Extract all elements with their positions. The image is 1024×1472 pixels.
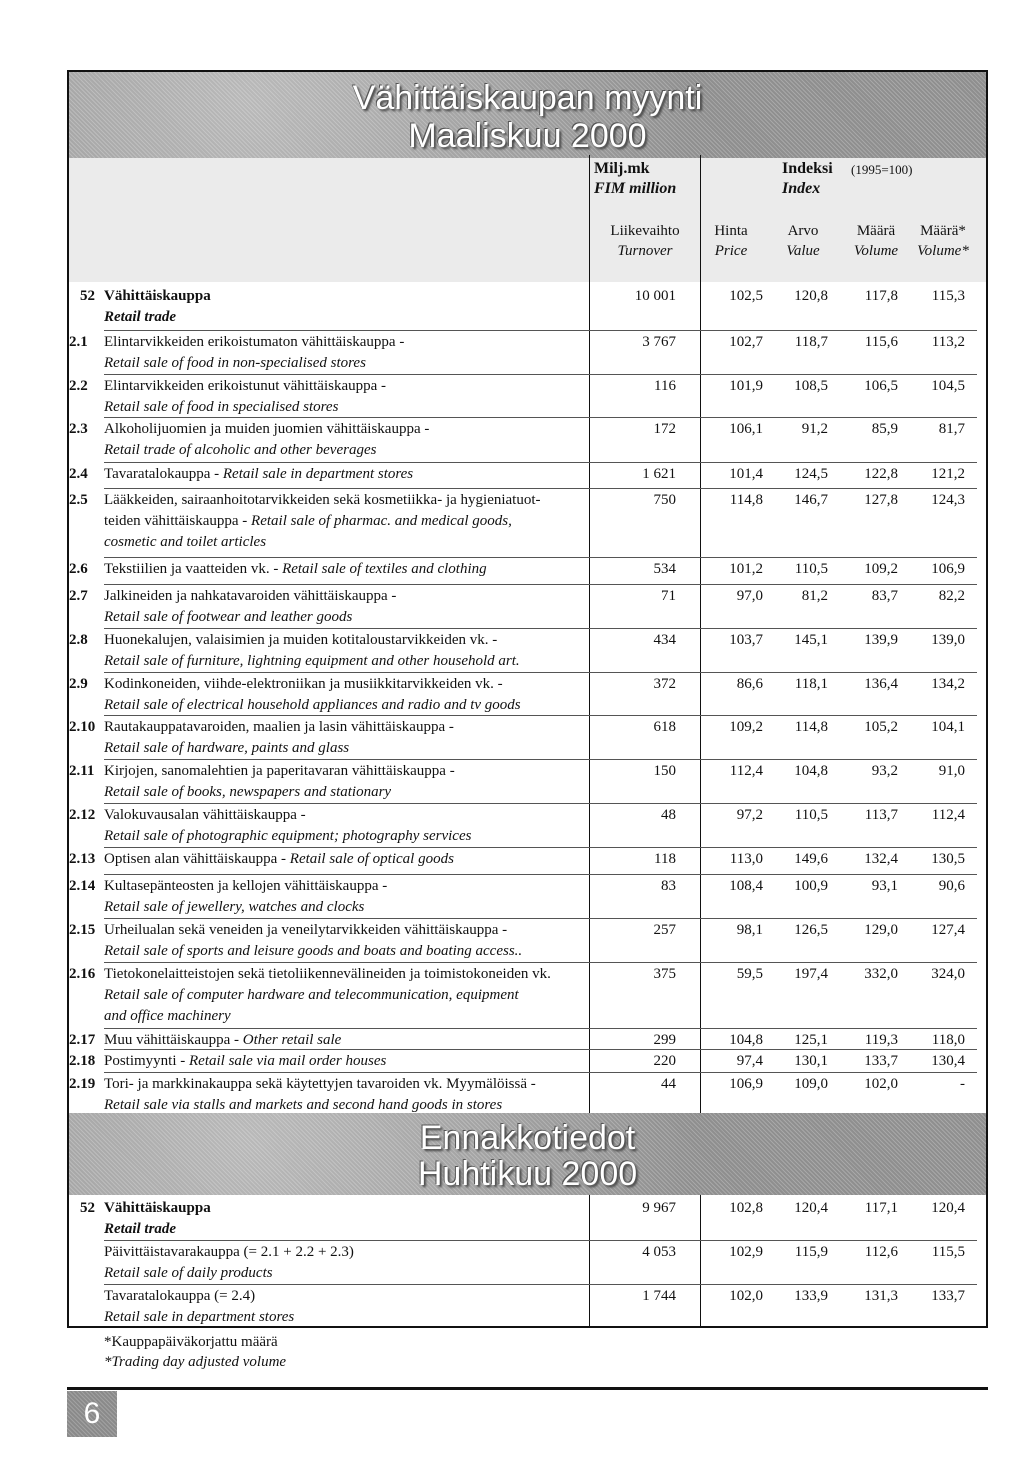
forecast-cell-value: 120,4 [931,1200,965,1216]
cell-value: 126,5 [794,922,828,938]
row-separator [104,557,977,558]
row-label-en: Retail sale in department stores [222,466,414,482]
cell-value: 101,2 [729,561,763,577]
divider-turnover-index [700,155,701,1280]
cell-value: 149,6 [794,851,828,867]
cell-value: 134,2 [931,676,965,692]
cell-value: 434 [653,632,676,648]
row-label-en: Retail sale of optical goods [289,851,454,867]
row-label-en: Retail sale via mail order houses [189,1053,387,1069]
row-number: 2.2 [69,378,88,394]
cell-value: 115,6 [864,334,898,350]
cell-value: 108,4 [729,878,763,894]
row-label-fi: Kodinkoneiden, viihde-elektroniikan ja musiikkitarvikkeiden vk. - [104,676,503,692]
row-label-fi2: teiden vähittäiskauppa - [104,513,248,529]
col-value-fi: Arvo [787,223,819,239]
row-number: 2.4 [69,466,88,482]
row-number: 2.11 [69,763,95,779]
cell-value: 324,0 [931,966,965,982]
cell-value: 115,3 [931,288,965,304]
cell-value: 372 [653,676,676,692]
cell-value: 109,0 [794,1076,828,1092]
milj-label: Milj.mk [594,160,650,177]
cell-value: 104,5 [931,378,965,394]
row-separator [104,918,977,919]
row-number: 2.10 [69,719,96,735]
cell-value: 101,4 [729,466,763,482]
cell-value: 133,7 [864,1053,898,1069]
forecast-cell-value: 120,4 [794,1200,828,1216]
cell-value: 132,4 [864,851,898,867]
col-turnover-fi: Liikevaihto [610,223,680,239]
indeksi-label: Indeksi [782,160,833,177]
forecast-cell-value: 4 053 [642,1244,676,1260]
cell-value: 10 001 [634,288,676,304]
cell-value: 113,0 [729,851,763,867]
cell-value: 136,4 [864,676,898,692]
row-number: 2.7 [69,588,88,604]
base-year-label: (1995=100) [851,162,913,177]
cell-value: 59,5 [736,966,763,982]
row-number: 2.9 [69,676,88,692]
row-separator [104,874,977,875]
cell-value: 114,8 [794,719,828,735]
cell-value: 109,2 [864,561,898,577]
cell-value: 100,9 [794,878,828,894]
col-price-en: Price [714,243,748,259]
index-label: Index [782,180,821,197]
row-number: 2.5 [69,492,88,508]
cell-value: 332,0 [864,966,898,982]
cell-value: 118 [654,851,676,867]
cell-value: 91,2 [801,421,828,437]
cell-value: 93,1 [871,878,898,894]
row-separator [104,759,977,760]
cell-value: 103,7 [729,632,763,648]
row-label-fi: Tavaratalokauppa - [104,466,220,482]
row-label-fi: Muu vähittäiskauppa - Other retail sale [104,1032,342,1048]
row-label-en: Retail sale of textiles and clothing [282,561,487,577]
cell-value: 90,6 [938,878,965,894]
cell-value: 130,4 [931,1053,965,1069]
forecast-band [69,1113,986,1195]
cell-value: 82,2 [938,588,965,604]
row-label [104,560,487,578]
cell-value: 106,9 [931,561,965,577]
cell-value: 127,8 [864,492,898,508]
page-number: 6 [67,1391,117,1437]
col-volume-adj-fi: Määrä* [920,223,966,239]
cell-value: 113,7 [864,807,898,823]
col-price-fi: Hinta [714,223,748,239]
cell-value: 124,3 [931,492,965,508]
cell-value: 139,9 [864,632,898,648]
cell-value: 139,0 [931,632,965,648]
cell-value: 122,8 [864,466,898,482]
row-number: 2.14 [69,878,96,894]
cell-value: 104,1 [931,719,965,735]
row-separator [104,374,977,375]
forecast-cell-value: 131,3 [864,1288,898,1304]
cell-value: 102,0 [864,1076,898,1092]
cell-value: 120,8 [794,288,828,304]
forecast-cell-value: 115,5 [931,1244,965,1260]
row-label-fi: Elintarvikkeiden erikoistumaton vähittäiskauppa - [104,334,405,350]
cell-value: 113,2 [931,334,965,350]
cell-value: 375 [653,966,676,982]
cell-value: 125,1 [794,1032,828,1048]
forecast-cell-value: 9 967 [642,1200,676,1216]
page-rule [67,1387,988,1390]
cell-value: 299 [653,1032,676,1048]
cell-value: 85,9 [871,421,898,437]
forecast-label-fi: Vähittäiskauppa [104,1200,211,1216]
row-number: 2.13 [69,851,96,867]
cell-value: 116 [654,378,676,394]
cell-value: 44 [661,1076,676,1092]
cell-value: 127,4 [931,922,965,938]
cell-value: 117,8 [864,288,898,304]
row-label-fi: Tekstiilien ja vaatteiden vk. - [104,561,279,577]
row-label-en: Retail sale of furniture, lightning equipment and other household art. [104,653,520,669]
row-separator [104,330,977,331]
row-label-fi: Rautakauppatavaroiden, maalien ja lasin vähittäiskauppa - [104,719,454,735]
cell-value: 83,7 [871,588,898,604]
cell-value: 91,0 [938,763,965,779]
footnote-en: *Trading day adjusted volume [104,1354,287,1370]
cell-value: 102,5 [729,288,763,304]
cell-value: 86,6 [736,676,763,692]
main-title-line2: Maaliskuu 2000 [408,117,647,155]
cell-value: 106,5 [864,378,898,394]
row-label-en: Retail sale of food in non-specialised stores [104,355,366,371]
column-header-area [69,158,986,282]
row-label-en: Retail sale of hardware, paints and glass [104,740,350,756]
cell-value: 81,2 [801,588,828,604]
row-label-fi: Jalkineiden ja nahkatavaroiden vähittäiskauppa - [104,588,397,604]
row-separator [104,584,977,585]
row-separator [104,417,977,418]
footnote-fi: *Kauppapäiväkorjattu määrä [104,1334,278,1350]
row-label-fi: Elintarvikkeiden erikoistunut vähittäiskauppa - [104,378,387,394]
row-label-en: Retail sale of photographic equipment; photography services [104,828,472,844]
row-separator [104,628,977,629]
row-label-fi: Tietokonelaitteistojen sekä tietoliikennevälineiden ja toimistokoneiden vk. [104,966,551,982]
row-number: 2.15 [69,922,96,938]
forecast-cell-value: 112,6 [864,1244,898,1260]
cell-value: 118,1 [794,676,828,692]
row-label-fi: Kirjojen, sanomalehtien ja paperitavaran vähittäiskauppa - [104,763,455,779]
forecast-title-line1: Ennakkotiedot [419,1119,636,1157]
col-volume-adj-en: Volume* [917,243,969,259]
row-number: 2.17 [69,1032,96,1048]
row-label-fi: Huonekalujen, valaisimien ja muiden kotitaloustarvikkeiden vk. - [104,632,498,648]
cell-value: 220 [653,1053,676,1069]
row-number: 52 [80,1200,95,1216]
forecast-row-separator [104,1284,977,1285]
row-number: 52 [80,288,95,304]
row-label-en: Retail sale of jewellery, watches and clocks [104,899,365,915]
cell-value: 106,9 [729,1076,763,1092]
row-label-fi: Valokuvausalan vähittäiskauppa - [104,807,306,823]
cell-value: 83 [661,878,676,894]
row-number: 2.16 [69,966,96,982]
row-number: 2.12 [69,807,96,823]
cell-value: 618 [653,719,676,735]
cell-value: 257 [653,922,676,938]
cell-value: 146,7 [794,492,828,508]
row-label-en: Other retail sale [242,1032,342,1048]
cell-value: 112,4 [931,807,965,823]
row-label-fi: Lääkkeiden, sairaanhoitotarvikkeiden sekä kosmetiikka- ja hygieniatuot- [104,492,541,508]
cell-value: 112,4 [729,763,763,779]
cell-value: 119,3 [864,1032,898,1048]
row-number: 2.18 [69,1053,96,1069]
cell-value: 98,1 [736,922,763,938]
forecast-label-fi: Päivittäistavarakauppa (= 2.1 + 2.2 + 2.3) [104,1244,354,1260]
title-band [69,72,986,158]
forecast-cell-value: 102,8 [729,1200,763,1216]
row-label-en: Retail sale of sports and leisure goods and boats and boating access.. [104,943,523,959]
row-label [104,850,454,868]
cell-value: 534 [653,561,676,577]
cell-value: 81,7 [938,421,965,437]
cell-value: 197,4 [794,966,828,982]
cell-value: 71 [661,588,676,604]
cell-value: 110,5 [794,807,828,823]
row-label [104,465,413,483]
row-label-en: Retail sale via stalls and markets and second hand goods in stores [104,1097,503,1113]
row-label-en: Retail sale of books, newspapers and stationary [104,784,392,800]
row-label-fi: Urheilualan sekä veneiden ja veneilytarvikkeiden vähittäiskauppa - [104,922,508,938]
main-title-line1: Vähittäiskaupan myynti [352,79,703,117]
cell-value: 93,2 [871,763,898,779]
row-label-en-cont: cosmetic and toilet articles [104,534,267,550]
row-label-en: Retail sale of pharmac. and medical goods, [251,513,512,529]
fim-label: FIM million [594,180,677,197]
row-label-en: Retail sale of food in specialised stores [104,399,339,415]
row-separator [104,715,977,716]
row-label-fi: Postimyynti - Retail sale via mail order houses [104,1053,387,1069]
cell-value: 101,9 [729,378,763,394]
cell-value: 109,2 [729,719,763,735]
forecast-label-en: Retail sale in department stores [104,1309,295,1325]
row-number: 2.19 [69,1076,96,1092]
cell-value: 145,1 [794,632,828,648]
forecast-cell-value: 115,9 [794,1244,828,1260]
cell-value: 124,5 [794,466,828,482]
forecast-label-fi: Tavaratalokauppa (= 2.4) [104,1288,256,1304]
cell-value: 105,2 [864,719,898,735]
cell-value: 130,1 [794,1053,828,1069]
cell-value: 750 [653,492,676,508]
row-separator [104,1028,977,1029]
cell-value: 129,0 [864,922,898,938]
cell-value: 130,5 [931,851,965,867]
cell-value: 108,5 [794,378,828,394]
row-label-fi: Vähittäiskauppa [104,288,211,304]
col-value-en: Value [786,243,820,259]
cell-value: 1 621 [642,466,676,482]
row-label-en: Retail sale of electrical household appliances and radio and tv goods [104,697,521,713]
cell-value: 48 [661,807,676,823]
col-volume-en: Volume [853,243,899,259]
cell-value: 121,2 [931,466,965,482]
row-separator [104,1072,977,1073]
cell-value: 97,2 [736,807,763,823]
col-volume-fi: Määrä [856,223,896,239]
forecast-label-en: Retail trade [104,1221,177,1237]
cell-value: 97,4 [736,1053,763,1069]
row-number: 2.1 [69,334,88,350]
row-label-fi-cont [104,512,512,530]
col-turnover-en: Turnover [617,243,673,259]
forecast-title-line2: Huhtikuu 2000 [417,1155,638,1193]
row-label-fi: Tori- ja markkinakauppa sekä käytettyjen tavaroiden vk. Myymälöissä - [104,1076,536,1092]
forecast-row-separator [104,1240,977,1241]
row-label-fi: Optisen alan vähittäiskauppa - [104,851,287,867]
forecast-cell-value: 102,9 [729,1244,763,1260]
cell-value: 172 [653,421,676,437]
cell-value: 104,8 [729,1032,763,1048]
row-separator [104,462,977,463]
forecast-cell-value: 133,9 [794,1288,828,1304]
row-label-fi: Kultasepänteosten ja kellojen vähittäiskauppa - [104,878,388,894]
cell-value: 97,0 [736,588,763,604]
forecast-cell-value: 1 744 [642,1288,676,1304]
row-label-en: Retail trade [104,309,177,325]
row-label-en: Retail sale of footwear and leather goods [104,609,353,625]
cell-value: 102,7 [729,334,763,350]
cell-value: 104,8 [794,763,828,779]
forecast-cell-value: 117,1 [864,1200,898,1216]
row-separator [104,962,977,963]
row-separator [104,1049,977,1050]
row-separator [104,672,977,673]
cell-value: 118,0 [931,1032,965,1048]
cell-value: 106,1 [729,421,763,437]
row-number: 2.8 [69,632,88,648]
cell-value: 118,7 [794,334,828,350]
row-label-fi: Alkoholijuomien ja muiden juomien vähittäiskauppa - [104,421,430,437]
cell-value: 150 [653,763,676,779]
divider-forecast-text [589,1195,590,1326]
cell-value: - [960,1076,965,1092]
divider-forecast-index [700,1195,701,1326]
forecast-label-en: Retail sale of daily products [104,1265,273,1281]
row-label-en: Retail trade of alcoholic and other beverages [104,442,377,458]
divider-text-values [589,155,590,1280]
cell-value: 110,5 [794,561,828,577]
row-number: 2.3 [69,421,88,437]
row-separator [104,488,977,489]
row-label-en: Retail sale of computer hardware and telecommunication, equipment [104,987,519,1003]
row-number: 2.6 [69,561,88,577]
row-separator [104,803,977,804]
row-label-en-cont: and office machinery [104,1008,231,1024]
row-separator [104,847,977,848]
cell-value: 3 767 [642,334,676,350]
forecast-cell-value: 133,7 [931,1288,965,1304]
cell-value: 114,8 [729,492,763,508]
forecast-cell-value: 102,0 [729,1288,763,1304]
